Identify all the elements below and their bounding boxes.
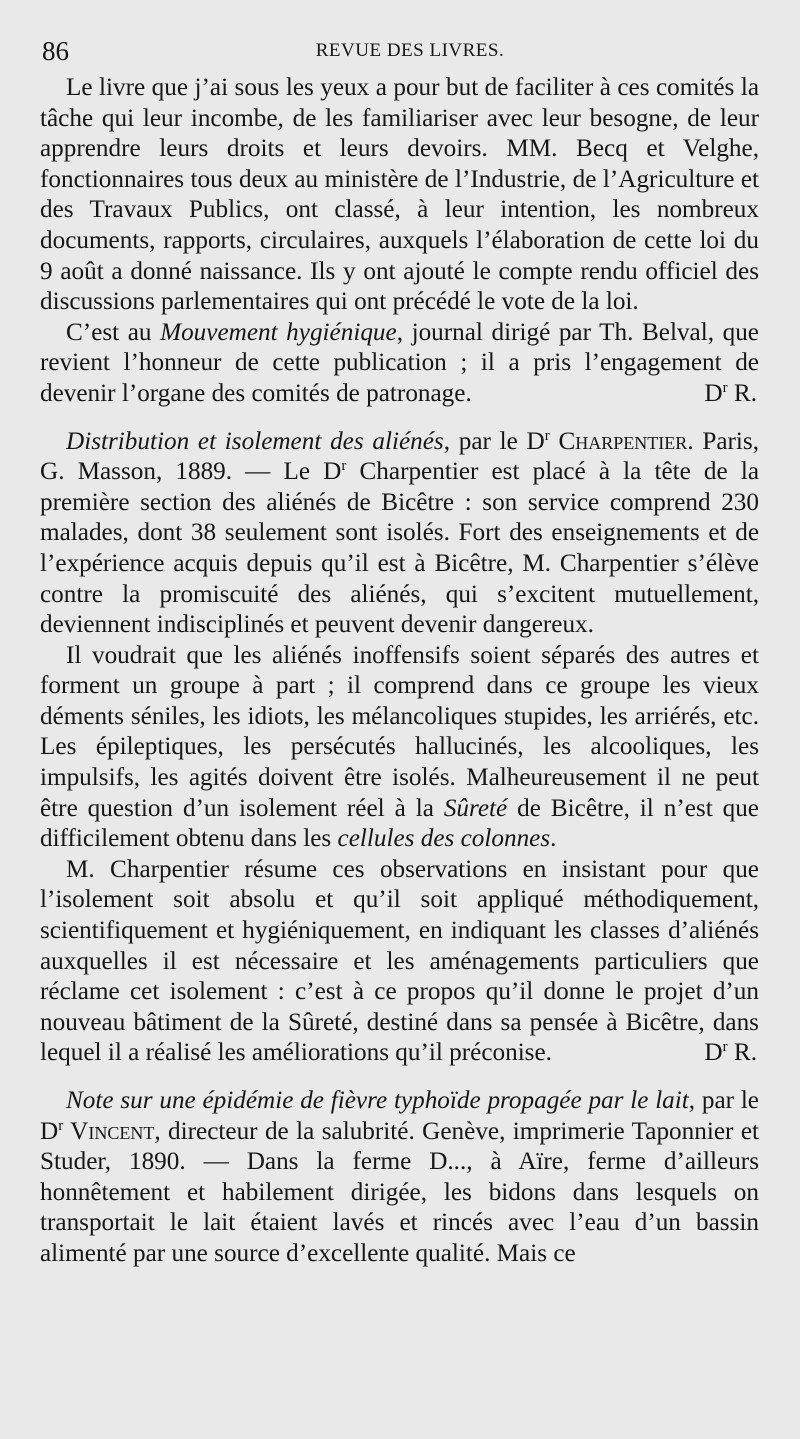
text-segment: , par le D bbox=[40, 1087, 759, 1145]
review-author: Vincent bbox=[63, 1117, 155, 1145]
text-segment: , par le D bbox=[443, 427, 545, 455]
journal-title: Mouvement hygiénique bbox=[160, 318, 397, 346]
italic-term: Sûreté bbox=[443, 794, 508, 822]
signature bbox=[678, 1038, 757, 1069]
running-title: REVUE DES LIVRES. bbox=[315, 40, 505, 61]
signature-text: D bbox=[704, 1039, 723, 1067]
review-author: Charpentier bbox=[549, 427, 688, 455]
paragraph-resume bbox=[40, 855, 759, 1069]
paragraph-mouvement-hygienique bbox=[40, 318, 759, 410]
text-segment: C’est au bbox=[66, 318, 161, 346]
text-segment: , directeur de la salubrité. Genève, imprimerie Taponnier et Studer, 1890. — Dans la ferme D..., à Aïre, ferme d’ailleurs honnêtement et habilement dirigée, les bidons dans lesquels on transportait le lait étaient lavés et rincés avec l’eau d’un bassin alimenté par une source d’excellente qualité. Mais ce bbox=[40, 1117, 759, 1267]
signature-sup: r bbox=[722, 379, 728, 396]
paragraph-alienes-inoffensifs bbox=[40, 641, 759, 855]
text-sup: r bbox=[341, 458, 347, 475]
text-segment: de Bicêtre, il n’est que difficilement obtenu dans les bbox=[40, 794, 759, 853]
text-segment: Charpentier est placé à la tête de la première section des aliénés de Bicêtre : son service comprend 230 malades, dont 38 seulement sont isolés. Fort des enseignements et de l’expérience acquis depuis qu’il est à Bicêtre, M. Charpentier s’élève contre la promiscuité des aliénés, qui s’excitent mutuellement, deviennent indisciplinés et peuvent devenir dangereux. bbox=[40, 458, 759, 639]
signature-text: R. bbox=[727, 379, 757, 407]
text-segment: . bbox=[550, 825, 557, 853]
signature-sup: r bbox=[722, 1039, 728, 1056]
text-segment: , journal dirigé par Th. Belval, que revient l’honneur de cette publication ; il a pris l’engagement de devenir l’organe des comités de patronage. bbox=[40, 318, 759, 407]
page-header bbox=[40, 33, 760, 69]
text-sup: r bbox=[544, 427, 550, 444]
signature-text: R. bbox=[727, 1039, 757, 1067]
signature-text: D bbox=[704, 379, 723, 407]
review-vincent bbox=[40, 1086, 759, 1270]
italic-term: cellules des colonnes bbox=[337, 825, 551, 853]
review-title: Distribution et isolement des aliénés bbox=[66, 427, 444, 455]
text-segment: . Paris, G. Masson, 1889. — Le D bbox=[40, 427, 759, 486]
review-charpentier bbox=[40, 427, 759, 641]
text-segment: Il voudrait que les aliénés inoffensifs soient séparés des autres et forment un groupe à part ; il comprend dans ce groupe les vieux déments séniles, les idiots, les mélancoliques stupides, les arriérés, etc. Les épileptiques, les persécutés hallucinés, les alcooliques, les impulsifs, les agités doivent être isolés. Malheureusement il ne peut être question d’un isolement réel à la bbox=[40, 641, 759, 822]
text-sup: r bbox=[58, 1117, 64, 1134]
text-segment: M. Charpentier résume ces observations en insistant pour que l’isolement soit absolu et qu’il soit appliqué méthodiquement, scientifiquement et hygiéniquement, en indiquant les classes d’aliénés auxquelles il est nécessaire et les aménagements particuliers que réclame cet isolement : c’est à ce propos qu’il donne le projet d’un nouveau bâtiment de la Sûreté, destiné dans sa pensée à Bicêtre, dans lequel il a réalisé les améliorations qu’il préconise. bbox=[40, 855, 759, 1067]
page-body bbox=[40, 73, 759, 1270]
review-title: Note sur une épidémie de fièvre typhoïde propagée par le lait bbox=[66, 1087, 689, 1114]
page-number: 86 bbox=[42, 36, 69, 66]
signature bbox=[678, 379, 757, 410]
paragraph-livre: Le livre que j’ai sous les yeux a pour but de faciliter à ces comités la tâche qui leur incombe, de les familiariser avec leur besogne, de leur apprendre leurs droits et leurs devoirs. MM. Becq et Velghe, fonctionnaires tous deux au ministère de l’Industrie, de l’Agriculture et des Travaux Publics, ont classé, à leur intention, les nombreux documents, rapports, circulaires, auxquels l’élaboration de cette loi du 9 août a donné naissance. Ils y ont ajouté le compte rendu officiel des discussions parlementaires qui ont précédé le vote de la loi. bbox=[40, 74, 759, 316]
